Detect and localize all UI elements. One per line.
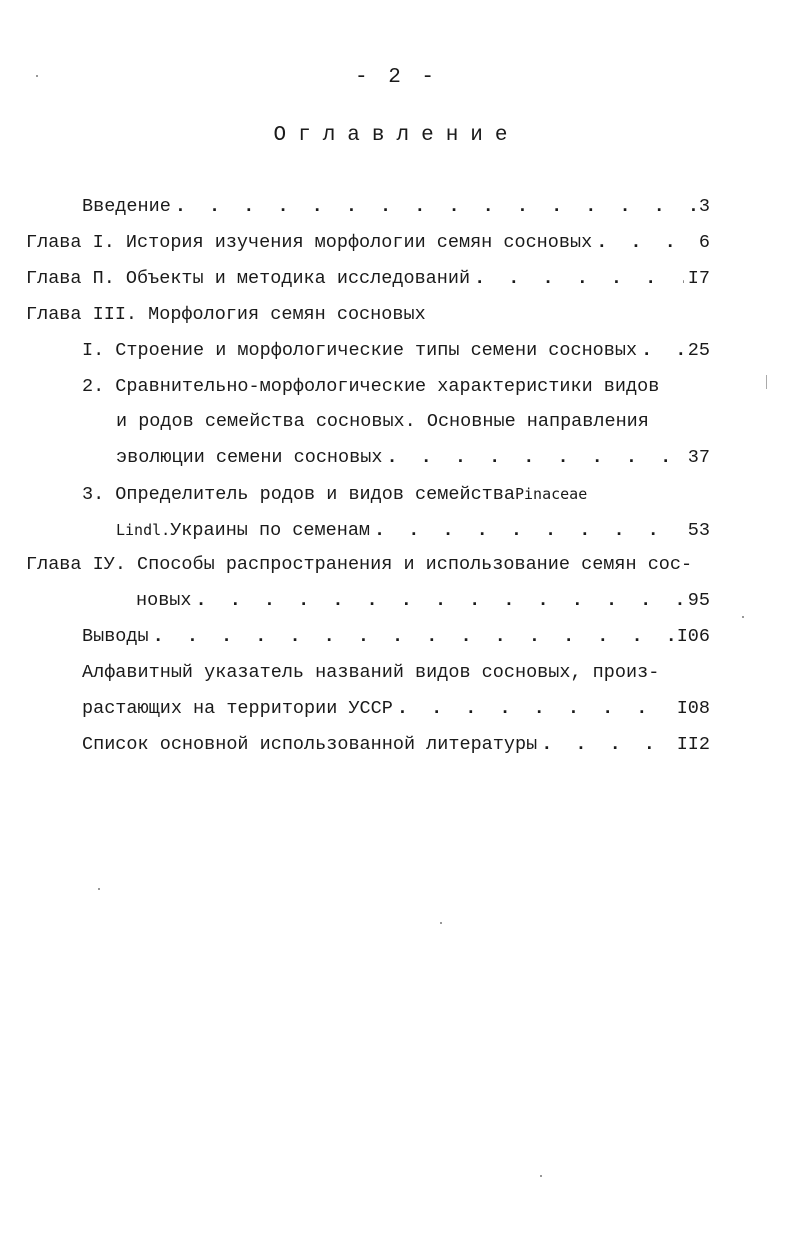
toc-entry-section-2-line-2[interactable]: [116, 407, 710, 437]
toc-leader-dots: [196, 586, 684, 616]
toc-latin-text: Lindl.: [116, 521, 171, 539]
scan-speck: [540, 1175, 542, 1177]
toc-entry-section-3-line-2[interactable]: [116, 515, 710, 545]
toc-entry-section-3-line-1[interactable]: [82, 479, 710, 509]
toc-entry-text: Выводы: [82, 626, 149, 647]
toc-entry-text: 2. Сравнительно-морфологические характеристики видов: [82, 376, 660, 397]
toc-leader-dots: [541, 730, 673, 760]
scan-speck: [98, 888, 100, 890]
toc-leader-dots: [596, 228, 695, 258]
toc-leader-dots: [153, 622, 673, 652]
toc-entry-index-line-2[interactable]: [82, 694, 710, 724]
toc-entry-chapter-4-line-1[interactable]: [26, 550, 710, 580]
page-number: - 2 -: [354, 66, 438, 89]
toc-page-number: 37: [687, 447, 710, 468]
page-title: Оглавление: [273, 124, 520, 147]
toc-page-number: 95: [687, 590, 710, 611]
toc-leader-dots: [374, 516, 684, 546]
toc-entry-text: новых: [136, 590, 192, 611]
toc-entry-chapter-3[interactable]: [26, 300, 710, 330]
toc-entry-text: Алфавитный указатель названий видов сосновых, произ-: [82, 662, 660, 683]
scan-speck: [742, 616, 744, 618]
toc-latin-text: Pinaceae: [514, 485, 588, 503]
scan-speck: [766, 375, 767, 389]
toc-entry-conclusions[interactable]: [82, 622, 710, 652]
toc-page-number: 25: [687, 340, 710, 361]
toc-entry-text: Список основной использованной литературы: [82, 734, 538, 755]
toc-entry-text: Глава I. История изучения морфологии семян сосновых: [26, 232, 593, 253]
toc-entry-bibliography[interactable]: [82, 730, 710, 760]
toc-entry-text: Глава III. Морфология семян сосновых: [26, 304, 426, 325]
scan-speck: [36, 75, 38, 77]
toc-entry-text: Введение: [82, 196, 171, 217]
toc-entry-text: Глава IУ. Способы распространения и использование семян сос-: [26, 554, 693, 575]
toc-entry-intro[interactable]: [82, 192, 710, 222]
toc-page-number: I08: [676, 698, 710, 719]
toc-leader-dots: [175, 192, 695, 222]
toc-page-number: 6: [698, 232, 710, 253]
toc-entry-text: Глава П. Объекты и методика исследований: [26, 268, 471, 289]
toc-entry-text: I. Строение и морфологические типы семени сосновых: [82, 340, 638, 361]
toc-entry-section-2-line-1[interactable]: [82, 372, 710, 402]
scan-speck: [440, 922, 442, 924]
toc-page-number: II2: [676, 734, 710, 755]
toc-leader-dots: [386, 443, 683, 473]
toc-entry-chapter-2[interactable]: [26, 264, 710, 294]
toc-page-number: 3: [698, 196, 710, 217]
toc-leader-dots: [397, 694, 673, 724]
toc-leader-dots: [641, 336, 684, 366]
toc-entry-section-2-line-3[interactable]: [116, 443, 710, 473]
toc-entry-chapter-1[interactable]: [26, 228, 710, 258]
toc-page-number: I06: [676, 626, 710, 647]
toc-entry-text: и родов семейства сосновых. Основные направления: [116, 411, 649, 432]
toc-page-number: 53: [687, 520, 710, 541]
toc-entry-chapter-4-line-2[interactable]: [136, 586, 710, 616]
toc-leader-dots: [474, 264, 684, 294]
toc-entry-text: Украины по семенам: [170, 520, 371, 541]
toc-entry-text: растающих на территории УССР: [82, 698, 393, 719]
toc-entry-text: эволюции семени сосновых: [116, 447, 383, 468]
toc-entry-index-line-1[interactable]: [82, 658, 710, 688]
toc-entry-text: 3. Определитель родов и видов семейства: [82, 484, 515, 505]
toc-entry-section-1[interactable]: [82, 336, 710, 366]
toc-page-number: I7: [687, 268, 710, 289]
